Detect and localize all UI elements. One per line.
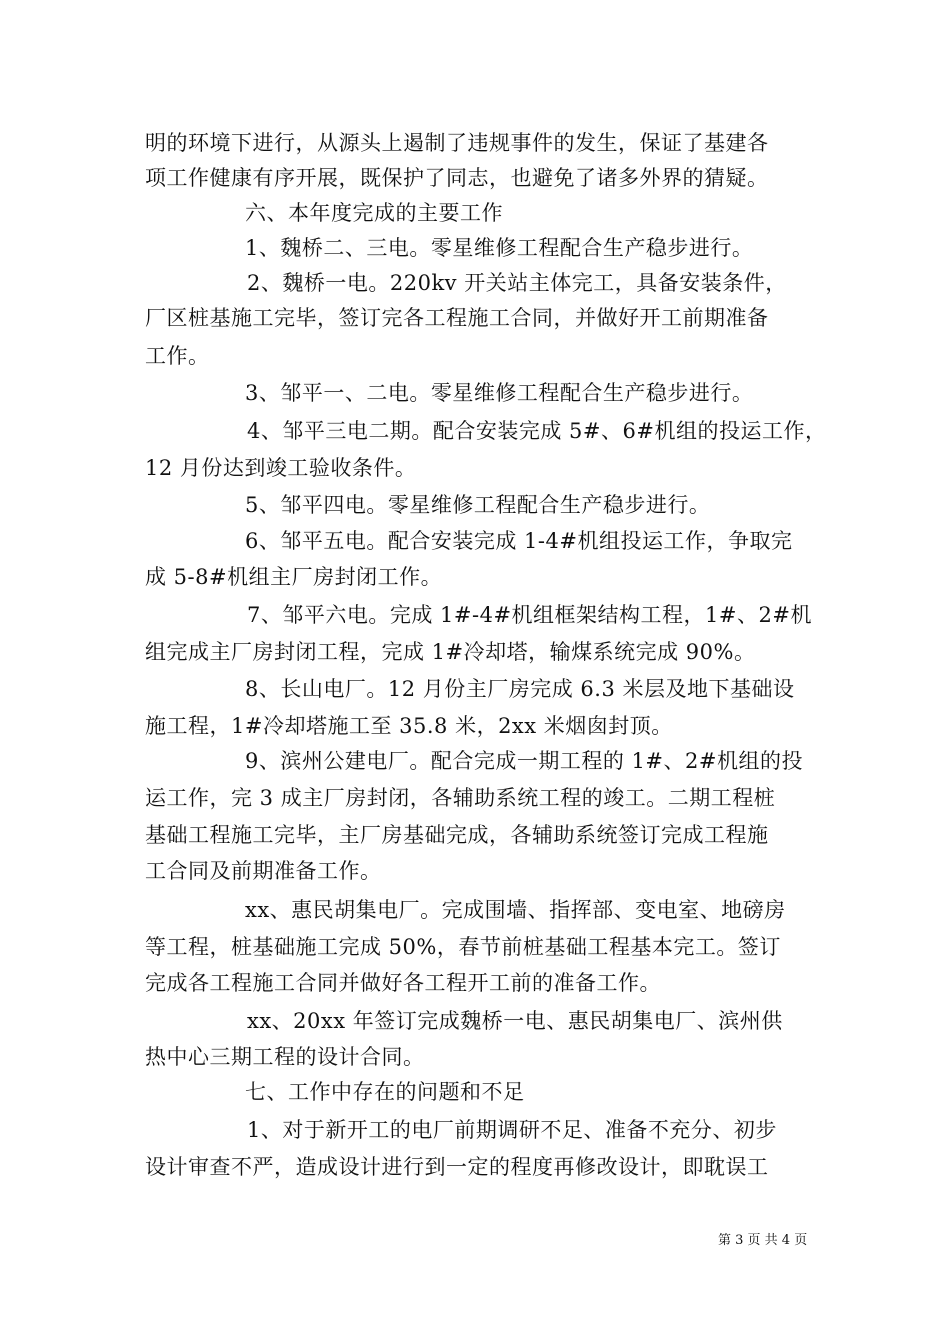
text-line: 运工作，完 3 成主厂房封闭，各辅助系统工程的竣工。二期工程桩 <box>145 786 776 810</box>
text-line: 等工程，桩基础施工完成 50%，春节前桩基础工程基本完工。签订 <box>145 935 781 959</box>
text-line: 4、邹平三电二期。配合安装完成 5#、6#机组的投运工作， <box>247 419 827 443</box>
text-line: 6、邹平五电。配合安装完成 1-4#机组投运工作，争取完 <box>245 529 793 553</box>
text-line: 12 月份达到竣工验收条件。 <box>145 456 417 480</box>
text-line: 9、滨州公建电厂。配合完成一期工程的 1#、2#机组的投 <box>245 749 803 773</box>
text-line: xx、惠民胡集电厂。完成围墙、指挥部、变电室、地磅房 <box>245 898 786 922</box>
text-line: 完成各工程施工合同并做好各工程开工前的准备工作。 <box>145 971 661 995</box>
text-line: 1、对于新开工的电厂前期调研不足、准备不充分、初步 <box>247 1118 777 1142</box>
text-line: 基础工程施工完毕，主厂房基础完成，各辅助系统签订完成工程施 <box>145 823 769 847</box>
text-line: 施工程，1#冷却塔施工至 35.8 米，2xx 米烟囱封顶。 <box>145 714 673 738</box>
text-line: 5、邹平四电。零星维修工程配合生产稳步进行。 <box>245 493 711 517</box>
text-line: xx、20xx 年签订完成魏桥一电、惠民胡集电厂、滨州供 <box>247 1009 783 1033</box>
section-heading: 六、本年度完成的主要工作 <box>245 201 503 225</box>
text-line: 明的环境下进行，从源头上遏制了违规事件的发生，保证了基建各 <box>145 131 769 155</box>
text-line: 1、魏桥二、三电。零星维修工程配合生产稳步进行。 <box>245 236 754 260</box>
text-line: 工合同及前期准备工作。 <box>145 859 382 883</box>
text-line: 工作。 <box>145 344 210 368</box>
text-line: 厂区桩基施工完毕，签订完各工程施工合同，并做好开工前期准备 <box>145 306 769 330</box>
section-heading: 七、工作中存在的问题和不足 <box>245 1080 525 1104</box>
text-line: 设计审查不严，造成设计进行到一定的程度再修改设计，即耽误工 <box>145 1155 769 1179</box>
text-line: 2、魏桥一电。220kv 开关站主体完工，具备安装条件， <box>247 271 787 295</box>
text-line: 3、邹平一、二电。零星维修工程配合生产稳步进行。 <box>245 381 754 405</box>
text-line: 组完成主厂房封闭工程，完成 1#冷却塔，输煤系统完成 90%。 <box>145 640 756 664</box>
text-line: 成 5-8#机组主厂房封闭工作。 <box>145 565 443 589</box>
text-line: 项工作健康有序开展，既保护了同志，也避免了诸多外界的猜疑。 <box>145 166 769 190</box>
page-number: 第 3 页 共 4 页 <box>718 1233 808 1248</box>
text-line: 7、邹平六电。完成 1#-4#机组框架结构工程，1#、2#机 <box>247 603 812 627</box>
text-line: 热中心三期工程的设计合同。 <box>145 1045 425 1069</box>
text-line: 8、长山电厂。12 月份主厂房完成 6.3 米层及地下基础设 <box>245 677 795 701</box>
